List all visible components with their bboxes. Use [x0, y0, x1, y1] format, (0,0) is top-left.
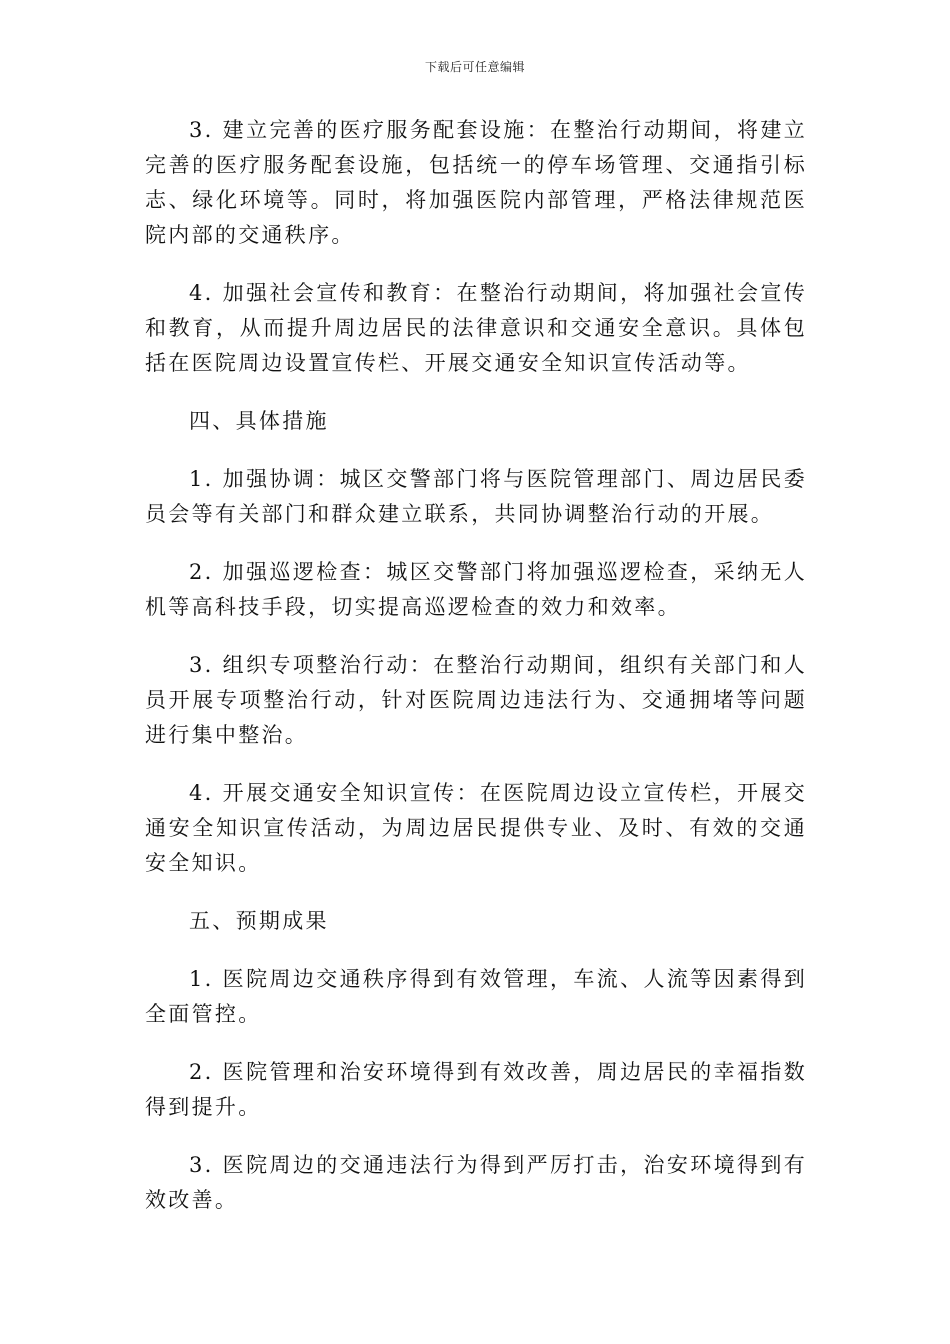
paragraph-result-enforcement: 3. 医院周边的交通违法行为得到严厉打击，治安环境得到有效改善。 [145, 1153, 807, 1212]
paragraph-coordination: 1. 加强协调：城区交警部门将与医院管理部门、周边居民委员会等有关部门和群众建立联系，共同协调整治行动的开展。 [145, 467, 807, 526]
paragraph-special-action: 3. 组织专项整治行动：在整治行动期间，组织有关部门和人员开展专项整治行动，针对医院周边违法行为、交通拥堵等问题进行集中整治。 [145, 653, 807, 747]
paragraph-social-publicity: 4. 加强社会宣传和教育：在整治行动期间，将加强社会宣传和教育，从而提升周边居民的法律意识和交通安全意识。具体包括在医院周边设置宣传栏、开展交通安全知识宣传活动等。 [145, 281, 807, 375]
paragraph-safety-knowledge: 4. 开展交通安全知识宣传：在医院周边设立宣传栏，开展交通安全知识宣传活动，为周边居民提供专业、及时、有效的交通安全知识。 [145, 781, 807, 875]
paragraph-patrol-inspection: 2. 加强巡逻检查：城区交警部门将加强巡逻检查，采纳无人机等高科技手段，切实提高巡逻检查的效力和效率。 [145, 560, 807, 619]
paragraph-medical-facilities: 3. 建立完善的医疗服务配套设施：在整治行动期间，将建立完善的医疗服务配套设施，包括统一的停车场管理、交通指引标志、绿化环境等。同时，将加强医院内部管理，严格法律规范医院内部的交通秩序。 [145, 118, 807, 247]
paragraph-result-traffic-order: 1. 医院周边交通秩序得到有效管理，车流、人流等因素得到全面管控。 [145, 967, 807, 1026]
paragraph-result-environment: 2. 医院管理和治安环境得到有效改善，周边居民的幸福指数得到提升。 [145, 1060, 807, 1119]
page-header-note: 下载后可任意编辑 [424, 60, 525, 74]
section-heading-expected-results: 五、预期成果 [189, 909, 329, 933]
section-heading-measures: 四、具体措施 [189, 409, 329, 433]
document-body [145, 113, 807, 1241]
